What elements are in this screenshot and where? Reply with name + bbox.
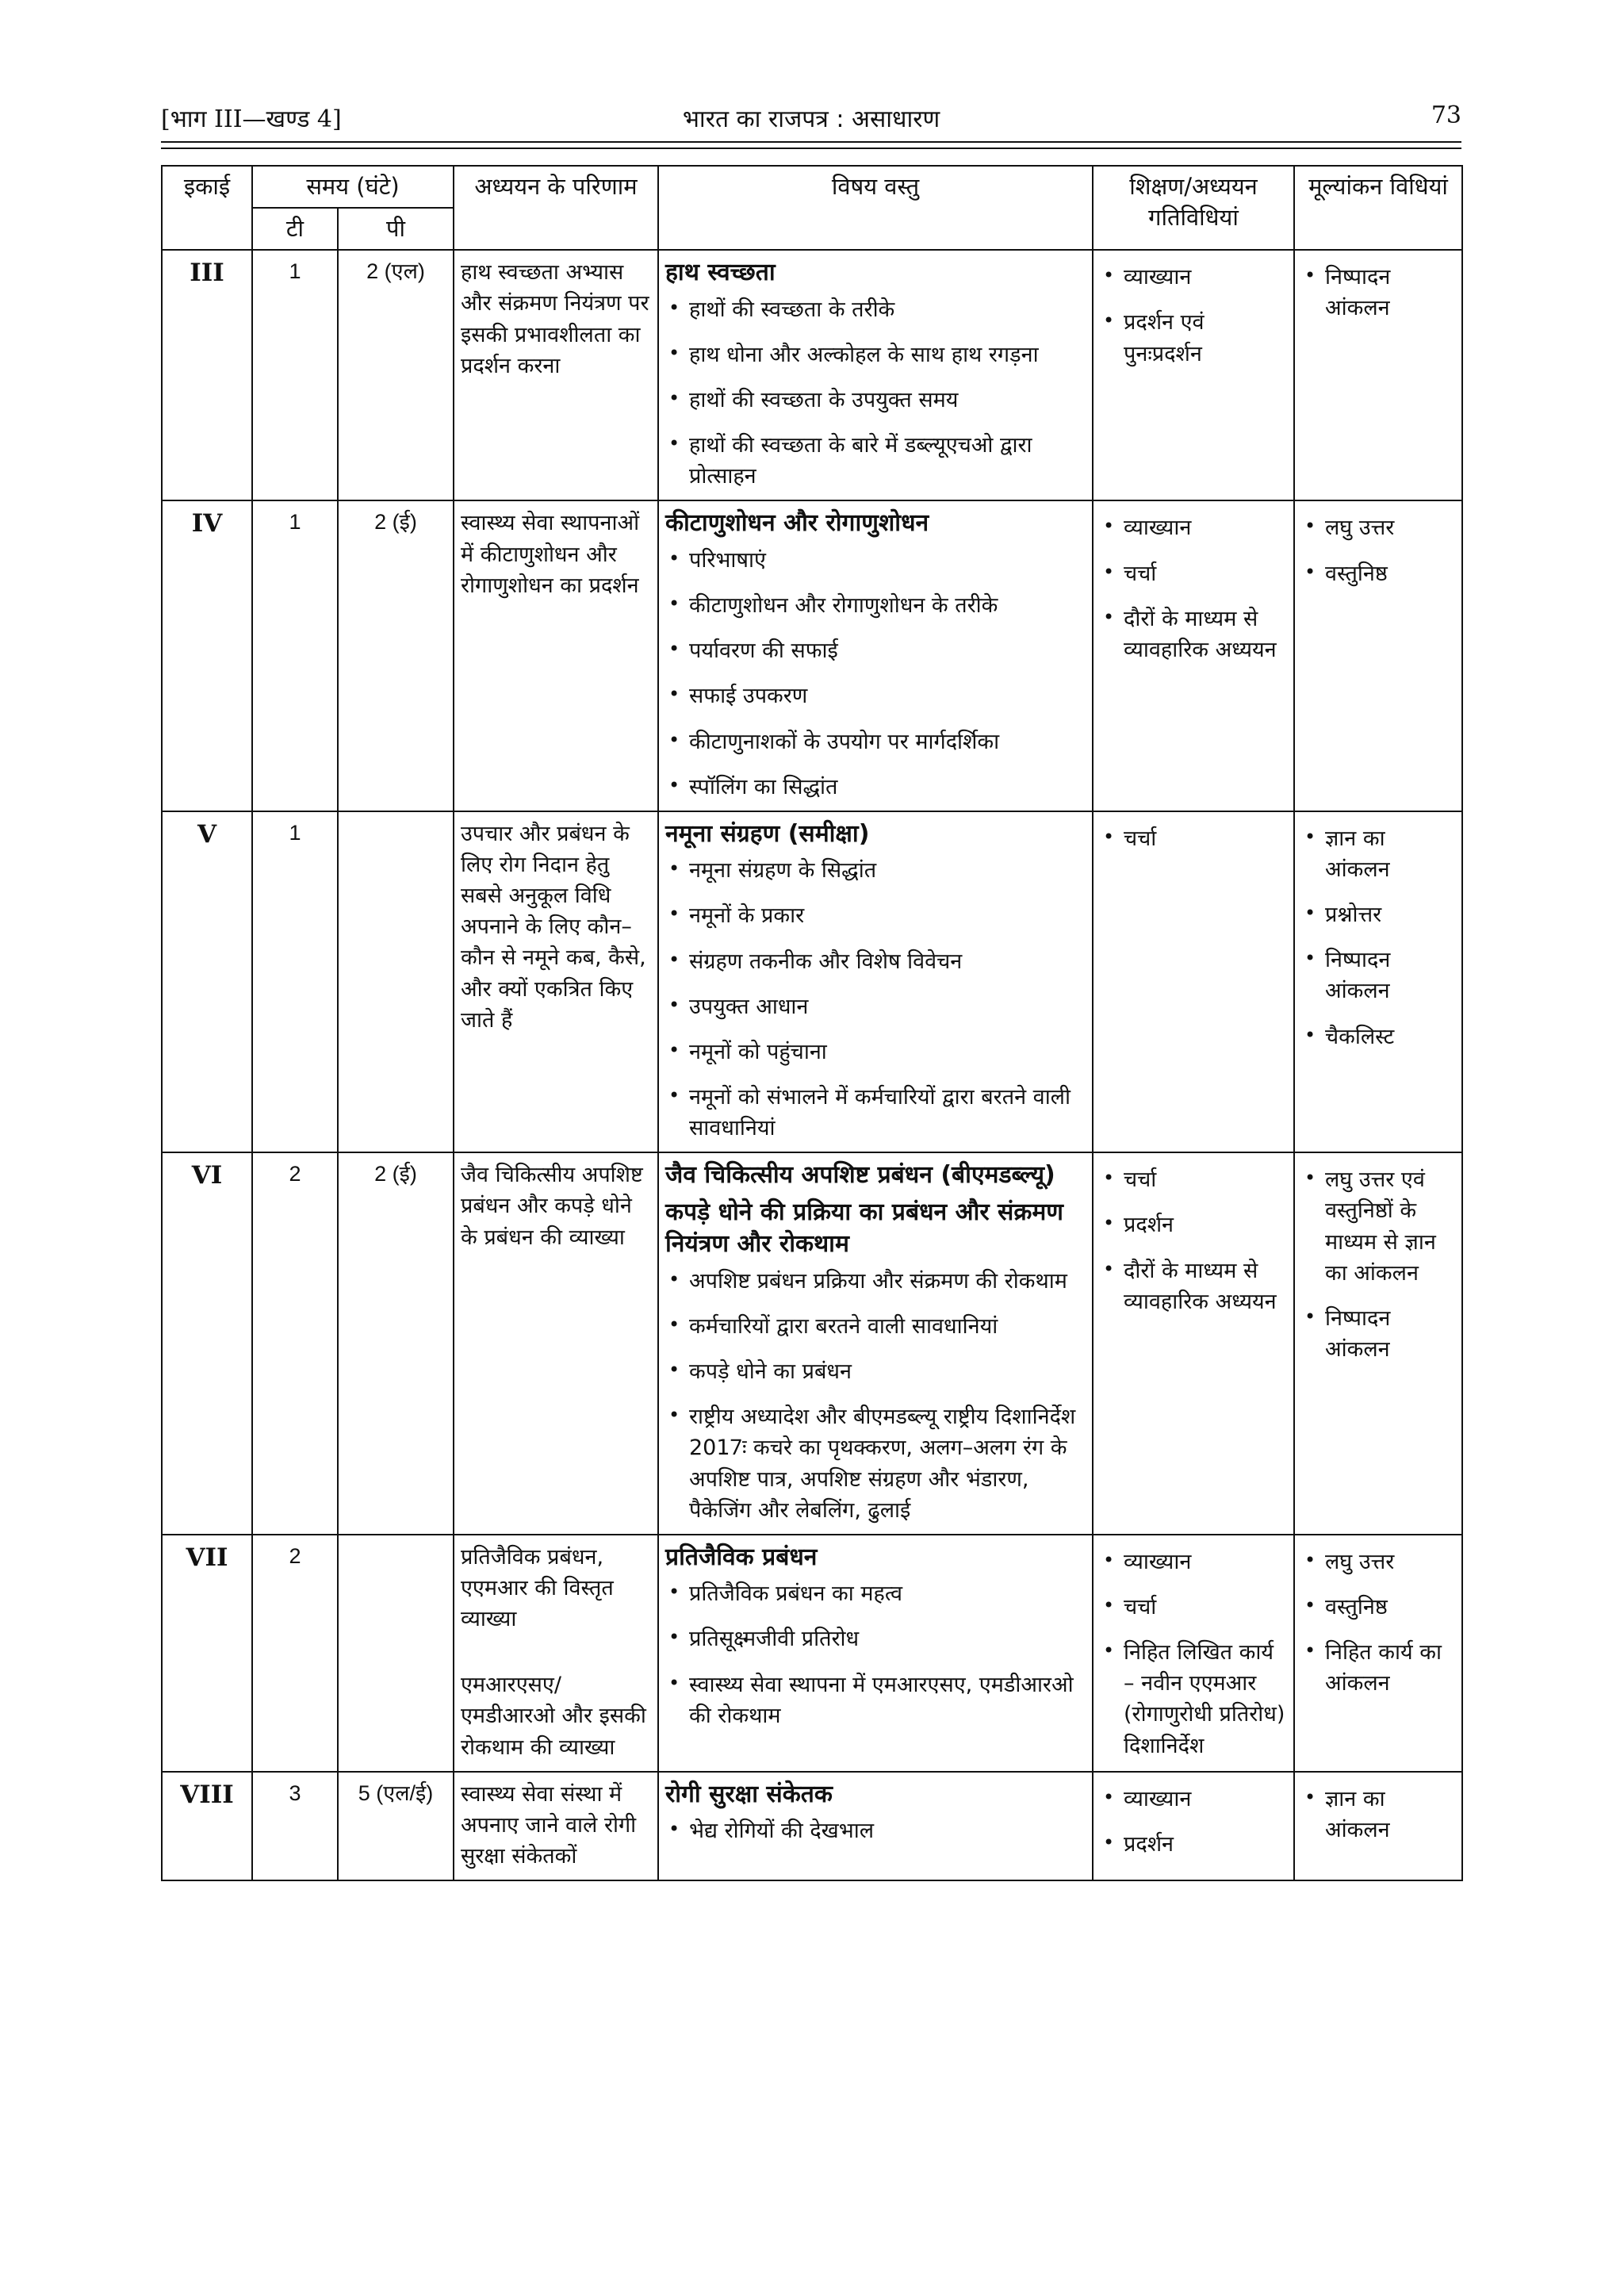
content-title: हाथ स्वच्छता <box>665 259 776 287</box>
activities-list <box>1100 823 1287 854</box>
list-item: • वस्तुनिष्ठ <box>1301 1592 1455 1623</box>
list-item: • व्याख्यान <box>1100 1547 1287 1577</box>
content-list <box>665 1815 1086 1846</box>
header-practical: पी <box>338 208 454 250</box>
unit-cell: IV <box>162 500 252 811</box>
list-item: • चर्चा <box>1100 1592 1287 1623</box>
list-item: • व्याख्यान <box>1100 1784 1287 1815</box>
list-item: • निहित लिखित कार्य – नवीन एएमआर (रोगाणुरोधी प्रतिरोध) दिशानिर्देश <box>1100 1637 1287 1761</box>
list-item: • नमूनों को पहुंचाना <box>665 1037 1086 1068</box>
header-content: विषय वस्तु <box>658 166 1093 250</box>
table-row <box>162 1535 1462 1772</box>
list-item: • प्रतिजैविक प्रबंधन का महत्व <box>665 1578 1086 1609</box>
unit-cell: V <box>162 811 252 1152</box>
content-cell <box>658 250 1093 500</box>
outcome-text: उपचार और प्रबंधन के लिए रोग निदान हेतु सबसे अनुकूल विधि अपनाने के लिए कौन–कौन से नमूने कब, कैसे, और क्यों एकत्रित किए जाते हैं <box>461 821 646 1033</box>
outcome-text: एमआरएसए/ एमडीआरओ और इसकी रोकथाम की व्याख्या <box>461 1673 646 1760</box>
list-item: • हाथ धोना और अल्कोहल के साथ हाथ रगड़ना <box>665 339 1086 370</box>
syllabus-table <box>161 165 1463 1881</box>
table-row <box>162 250 1462 500</box>
header-time: समय (घंटे) <box>252 166 454 208</box>
activities-list <box>1100 262 1287 369</box>
list-item: • स्पॉलिंग का सिद्धांत <box>665 772 1086 803</box>
list-item: • प्रतिसूक्ष्मजीवी प्रतिरोध <box>665 1623 1086 1654</box>
outcome-cell <box>454 1535 658 1772</box>
content-title: प्रतिजैविक प्रबंधन <box>665 1543 818 1571</box>
list-item: • हाथों की स्वच्छता के बारे में डब्ल्यूएचओ द्वारा प्रोत्साहन <box>665 430 1086 492</box>
table-body <box>162 250 1462 1880</box>
list-item: • कीटाणुशोधन और रोगाणुशोधन के तरीके <box>665 590 1086 621</box>
table-row <box>162 1772 1462 1880</box>
evaluation-list <box>1301 262 1455 324</box>
evaluation-list <box>1301 1547 1455 1700</box>
list-item: • चर्चा <box>1100 823 1287 854</box>
content-list <box>665 1578 1086 1731</box>
header-rule-double <box>161 148 1461 149</box>
unit-cell: III <box>162 250 252 500</box>
table-row <box>162 811 1462 1152</box>
page-number: 73 <box>1431 102 1461 129</box>
activities-cell <box>1093 1772 1294 1880</box>
table-row <box>162 1152 1462 1534</box>
list-item: • कपड़े धोने का प्रबंधन <box>665 1356 1086 1387</box>
list-item: • उपयुक्त आधान <box>665 991 1086 1022</box>
list-item: • ज्ञान का आंकलन <box>1301 823 1455 885</box>
list-item: • प्रश्नोत्तर <box>1301 899 1455 930</box>
list-item: • पर्यावरण की सफाई <box>665 635 1086 666</box>
content-cell <box>658 811 1093 1152</box>
list-item: • स्वास्थ्य सेवा स्थापना में एमआरएसए, एमडीआरओ की रोकथाम <box>665 1669 1086 1731</box>
header-activities: शिक्षण/अध्ययन गतिविधियां <box>1093 166 1294 250</box>
practical-hours-cell: 5 (एल/ई) <box>338 1772 454 1880</box>
content-title: जैव चिकित्सीय अपशिष्ट प्रबंधन (बीएमडब्ल्यू) <box>665 1161 1055 1190</box>
list-item: • राष्ट्रीय अध्यादेश और बीएमडब्ल्यू राष्ट्रीय दिशानिर्देश 2017ः कचरे का पृथक्करण, अलग–अलग रंग के अपशिष्ट पात्र, अपशिष्ट संग्रहण और भंडारण, पैकेजिंग और लेबलिंग, ढुलाई <box>665 1401 1086 1526</box>
content-list <box>665 1266 1086 1526</box>
content-cell <box>658 500 1093 811</box>
list-item: • कर्मचारियों द्वारा बरतने वाली सावधानियां <box>665 1311 1086 1342</box>
header-rule <box>161 141 1461 143</box>
header-unit: इकाई <box>162 166 252 250</box>
content-title: नमूना संग्रहण (समीक्षा) <box>665 819 870 848</box>
list-item: • निष्पादन आंकलन <box>1301 262 1455 324</box>
activities-cell <box>1093 811 1294 1152</box>
content-title: कपड़े धोने की प्रक्रिया का प्रबंधन और संक्रमण नियंत्रण और रोकथाम <box>665 1198 1063 1259</box>
header-theory: टी <box>252 208 338 250</box>
activities-list <box>1100 1164 1287 1317</box>
practical-hours-cell: 2 (ई) <box>338 500 454 811</box>
activities-cell <box>1093 1535 1294 1772</box>
header-outcome: अध्ययन के परिणाम <box>454 166 658 250</box>
content-cell <box>658 1535 1093 1772</box>
evaluation-cell <box>1294 500 1462 811</box>
page-header <box>161 102 1461 141</box>
list-item: • लघु उत्तर <box>1301 512 1455 543</box>
activities-list <box>1100 512 1287 665</box>
list-item: • हाथों की स्वच्छता के उपयुक्त समय <box>665 385 1086 416</box>
list-item: • दौरों के माध्यम से व्यावहारिक अध्ययन <box>1100 604 1287 665</box>
header-title: भारत का राजपत्र : असाधारण <box>682 105 940 133</box>
content-title: रोगी सुरक्षा संकेतक <box>665 1780 833 1808</box>
content-list <box>665 294 1086 493</box>
unit-cell: VIII <box>162 1772 252 1880</box>
list-item: • चर्चा <box>1100 1164 1287 1195</box>
theory-hours-cell: 1 <box>252 500 338 811</box>
list-item: • निष्पादन आंकलन <box>1301 945 1455 1006</box>
list-item: • सफाई उपकरण <box>665 680 1086 711</box>
theory-hours-cell: 2 <box>252 1535 338 1772</box>
list-item: • परिभाषाएं <box>665 545 1086 576</box>
list-item: • अपशिष्ट प्रबंधन प्रक्रिया और संक्रमण की रोकथाम <box>665 1266 1086 1297</box>
activities-list <box>1100 1547 1287 1761</box>
practical-hours-cell: 2 (ई) <box>338 1152 454 1534</box>
practical-hours-cell <box>338 1535 454 1772</box>
list-item: • हाथों की स्वच्छता के तरीके <box>665 294 1086 325</box>
table-row <box>162 500 1462 811</box>
evaluation-list <box>1301 1164 1455 1365</box>
content-list <box>665 545 1086 803</box>
list-item: • ज्ञान का आंकलन <box>1301 1784 1455 1846</box>
theory-hours-cell: 1 <box>252 811 338 1152</box>
content-list <box>665 855 1086 1144</box>
outcome-text: स्वास्थ्य सेवा संस्था में अपनाए जाने वाले रोगी सुरक्षा संकेतकों <box>461 1781 637 1869</box>
list-item: • प्रदर्शन <box>1100 1829 1287 1860</box>
evaluation-list <box>1301 512 1455 588</box>
evaluation-list <box>1301 1784 1455 1846</box>
table-header-row <box>162 166 1462 208</box>
activities-list <box>1100 1784 1287 1860</box>
list-item: • लघु उत्तर <box>1301 1547 1455 1577</box>
list-item: • व्याख्यान <box>1100 262 1287 293</box>
list-item: • व्याख्यान <box>1100 512 1287 543</box>
evaluation-list <box>1301 823 1455 1052</box>
outcome-text: जैव चिकित्सीय अपशिष्ट प्रबंधन और कपड़े धोने के प्रबंधन की व्याख्या <box>461 1163 643 1250</box>
header-evaluation: मूल्यांकन विधियां <box>1294 166 1462 250</box>
practical-hours-cell <box>338 811 454 1152</box>
outcome-cell <box>454 1772 658 1880</box>
list-item: • निष्पादन आंकलन <box>1301 1303 1455 1365</box>
list-item: • चर्चा <box>1100 558 1287 589</box>
list-item: • लघु उत्तर एवं वस्तुनिष्ठों के माध्यम से ज्ञान का आंकलन <box>1301 1164 1455 1289</box>
outcome-text: हाथ स्वच्छता अभ्यास और संक्रमण नियंत्रण पर इसकी प्रभावशीलता का प्रदर्शन करना <box>461 260 649 378</box>
theory-hours-cell: 2 <box>252 1152 338 1534</box>
list-item: • भेद्य रोगियों की देखभाल <box>665 1815 1086 1846</box>
practical-hours-cell: 2 (एल) <box>338 250 454 500</box>
evaluation-cell <box>1294 1152 1462 1534</box>
list-item: • संग्रहण तकनीक और विशेष विवेचन <box>665 946 1086 977</box>
evaluation-cell <box>1294 250 1462 500</box>
list-item: • प्रदर्शन एवं पुनःप्रदर्शन <box>1100 307 1287 369</box>
activities-cell <box>1093 1152 1294 1534</box>
evaluation-cell <box>1294 1772 1462 1880</box>
evaluation-cell <box>1294 1535 1462 1772</box>
unit-cell: VII <box>162 1535 252 1772</box>
list-item: • प्रदर्शन <box>1100 1209 1287 1240</box>
list-item: • वस्तुनिष्ठ <box>1301 558 1455 589</box>
list-item: • नमूनों के प्रकार <box>665 900 1086 931</box>
list-item: • चैकलिस्ट <box>1301 1022 1455 1052</box>
evaluation-cell <box>1294 811 1462 1152</box>
list-item: • निहित कार्य का आंकलन <box>1301 1637 1455 1699</box>
activities-cell <box>1093 250 1294 500</box>
theory-hours-cell: 3 <box>252 1772 338 1880</box>
outcome-cell <box>454 1152 658 1534</box>
activities-cell <box>1093 500 1294 811</box>
content-cell <box>658 1772 1093 1880</box>
outcome-cell <box>454 811 658 1152</box>
header-section: [भाग III—खण्ड 4] <box>161 105 342 133</box>
content-title: कीटाणुशोधन और रोगाणुशोधन <box>665 509 929 538</box>
theory-hours-cell: 1 <box>252 250 338 500</box>
outcome-cell <box>454 250 658 500</box>
outcome-cell <box>454 500 658 811</box>
list-item: • कीटाणुनाशकों के उपयोग पर मार्गदर्शिका <box>665 726 1086 757</box>
outcome-text: स्वास्थ्य सेवा स्थापनाओं में कीटाणुशोधन और रोगाणुशोधन का प्रदर्शन <box>461 511 640 598</box>
unit-cell: VI <box>162 1152 252 1534</box>
outcome-text: प्रतिजैविक प्रबंधन, एएमआर की विस्तृत व्याख्या <box>461 1544 614 1632</box>
list-item: • नमूनों को संभालने में कर्मचारियों द्वारा बरतने वाली सावधानियां <box>665 1082 1086 1144</box>
content-cell <box>658 1152 1093 1534</box>
list-item: • नमूना संग्रहण के सिद्धांत <box>665 855 1086 886</box>
list-item: • दौरों के माध्यम से व्यावहारिक अध्ययन <box>1100 1255 1287 1317</box>
